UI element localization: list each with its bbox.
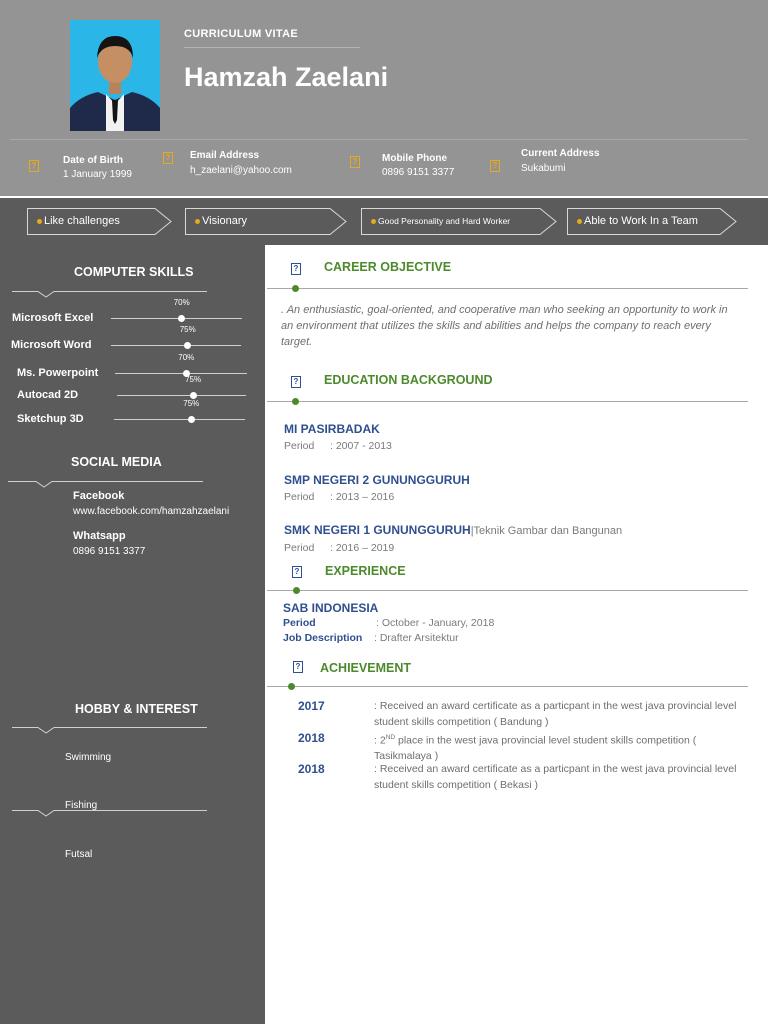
skill-track — [111, 345, 241, 346]
header — [0, 0, 768, 196]
section-dot — [292, 398, 299, 405]
trait-label: Visionary — [202, 215, 248, 227]
section-divider — [12, 724, 208, 734]
career-icon: ? — [291, 263, 301, 275]
achievement-year: 2018 — [298, 731, 325, 745]
computer-skills-title: COMPUTER SKILLS — [74, 265, 194, 279]
trait-item — [361, 208, 557, 235]
achievement-icon: ? — [293, 661, 303, 673]
section-dot — [293, 587, 300, 594]
skill-level-knob — [188, 416, 195, 423]
skill-name: Sketchup 3D — [17, 413, 84, 425]
hobby-item: Swimming — [65, 752, 112, 763]
contact-label: Date of Birth — [63, 155, 123, 166]
experience-job: : Drafter Arsitektur — [374, 632, 459, 644]
hobby-title: HOBBY & INTEREST — [75, 702, 198, 716]
education-school-name: SMK NEGERI 1 GUNUNGGURUH — [284, 523, 471, 537]
experience-title: EXPERIENCE — [325, 564, 406, 578]
skill-name: Autocad 2D — [17, 389, 79, 401]
trait-item — [27, 208, 172, 235]
contact-value: 1 January 1999 — [63, 169, 132, 180]
skill-name: Ms. Powerpoint — [17, 367, 99, 379]
whatsapp-value: 0896 9151 3377 — [73, 546, 146, 557]
contact-value: h_zaelani@yahoo.com — [190, 165, 292, 176]
social-media-title: SOCIAL MEDIA — [71, 455, 162, 469]
section-dot — [288, 683, 295, 690]
education-icon: ? — [291, 376, 301, 388]
skill-track — [117, 395, 246, 396]
education-period: : 2007 - 2013 — [330, 440, 392, 452]
experience-period-label: Period — [283, 617, 316, 629]
education-school — [284, 523, 622, 537]
contact-value: Sukabumi — [521, 163, 566, 174]
trait-label: Like challenges — [44, 215, 120, 227]
trait-item — [185, 208, 347, 235]
achievement-year: 2018 — [298, 762, 325, 776]
skill-name: Microsoft Word — [11, 339, 92, 351]
skill-percent: 75% — [179, 325, 196, 334]
skill-level-knob — [190, 392, 197, 399]
trait-label: Good Personality and Hard Worker — [378, 216, 511, 226]
achievement-title: ACHIEVEMENT — [320, 661, 411, 675]
experience-job-label: Job Description — [283, 632, 363, 644]
whatsapp-label: Whatsapp — [73, 530, 126, 542]
cv-rule — [184, 47, 360, 48]
contact-label: Email Address — [190, 150, 260, 161]
skill-track — [114, 419, 245, 420]
bullet-dot — [195, 219, 200, 224]
skill-percent: 75% — [183, 399, 200, 408]
education-period-label: Period — [284, 440, 315, 452]
education-title: EDUCATION BACKGROUND — [324, 373, 493, 387]
section-divider — [12, 288, 208, 298]
section-dot — [292, 285, 299, 292]
experience-icon: ? — [292, 566, 302, 578]
traits-bar — [0, 196, 768, 245]
bullet-dot — [37, 219, 42, 224]
contact-value: 0896 9151 3377 — [382, 167, 455, 178]
header-divider — [10, 139, 748, 140]
section-rule — [267, 590, 748, 591]
career-objective-text: . An enthusiastic, goal-oriented, and cooperative man who seeking an opportunity to work in an environment that utilizes the skills and abilities and helps the company to reach every target. — [281, 304, 728, 348]
section-divider — [8, 478, 204, 488]
contact-label: Mobile Phone — [382, 153, 447, 164]
education-major: |Teknik Gambar dan Bangunan — [470, 525, 623, 537]
achievement-year: 2017 — [298, 699, 325, 713]
hobby-item: Fishing — [65, 800, 98, 811]
phone-icon: ? — [350, 156, 360, 168]
education-school: SMP NEGERI 2 GUNUNGGURUH — [284, 473, 470, 487]
skill-track — [111, 318, 242, 319]
hobby-divider — [12, 807, 208, 817]
trait-label: Able to Work In a Team — [584, 215, 698, 227]
skill-percent: 70% — [178, 353, 195, 362]
facebook-value: www.facebook.com/hamzahzaelani — [73, 506, 230, 517]
section-rule — [267, 686, 748, 687]
education-period-label: Period — [284, 491, 315, 503]
education-school: MI PASIRBADAK — [284, 422, 380, 436]
calendar-icon: ? — [29, 160, 39, 172]
skill-track — [115, 373, 247, 374]
location-icon: ? — [490, 160, 500, 172]
achievement-text: : Received an award certificate as a particpant in the west java provincial level student skills competition ( Bandung ) — [374, 700, 737, 728]
ordinal-suffix: ND — [385, 734, 396, 741]
section-rule — [267, 288, 748, 289]
skill-percent: 70% — [173, 298, 190, 307]
profile-photo — [70, 20, 160, 131]
contact-label: Current Address — [521, 148, 600, 159]
sidebar — [0, 245, 265, 1024]
achievement-text — [374, 730, 744, 765]
education-period-label: Period — [284, 542, 315, 554]
career-title: CAREER OBJECTIVE — [324, 260, 452, 274]
skill-percent: 75% — [185, 375, 202, 384]
bullet-dot — [371, 219, 376, 224]
education-period: : 2016 – 2019 — [330, 542, 395, 554]
experience-period: : October - January, 2018 — [376, 617, 495, 629]
email-icon: ? — [163, 152, 173, 164]
bullet-dot — [577, 219, 582, 224]
hobby-item: Futsal — [65, 849, 93, 860]
section-rule — [267, 401, 748, 402]
facebook-label: Facebook — [73, 490, 125, 502]
achievement-text: : Received an award certificate as a particpant in the west java provincial level student skills competition ( Bekasi ) — [374, 763, 737, 791]
achievement-text-part: : 2 — [374, 734, 386, 747]
skill-name: Microsoft Excel — [12, 312, 94, 324]
cv-label: CURRICULUM VITAE — [184, 28, 298, 40]
achievement-text-part: place in the west java provincial level student skills competition ( Tasikmalaya ) — [374, 734, 697, 762]
trait-item — [567, 208, 737, 235]
experience-company: SAB INDONESIA — [283, 601, 379, 615]
education-period: : 2013 – 2016 — [330, 491, 395, 503]
candidate-name: Hamzah Zaelani — [184, 62, 389, 92]
